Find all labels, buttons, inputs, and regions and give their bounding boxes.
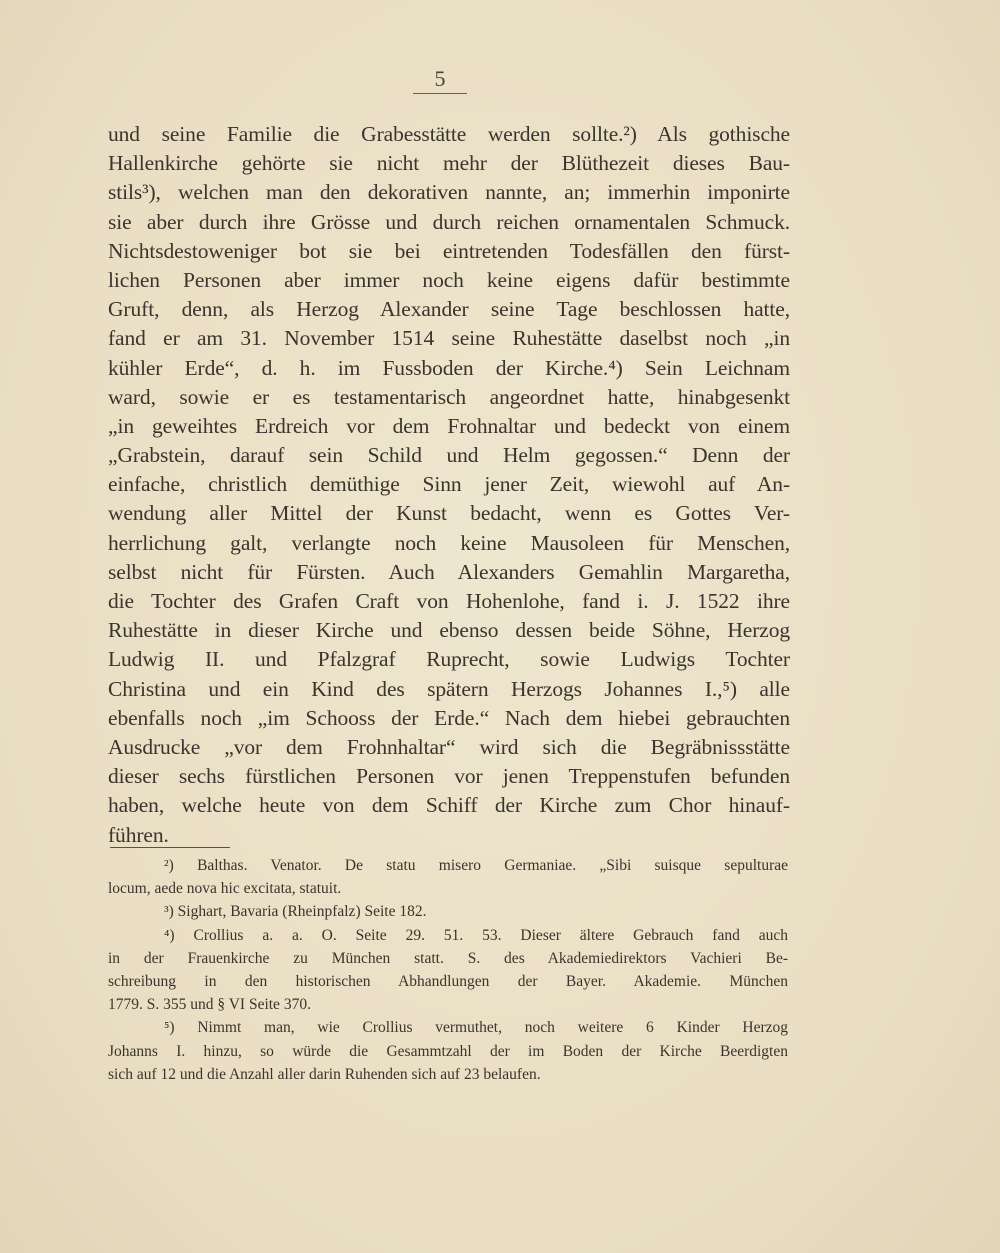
footnote-line: ⁵) Nimmt man, wie Crollius vermuthet, noch weitere 6 Kinder Herzog: [164, 1019, 788, 1037]
body-line: fand er am 31. November 1514 seine Ruhestätte daselbst noch „in: [108, 326, 790, 351]
body-line: selbst nicht für Fürsten. Auch Alexanders Gemahlin Margaretha,: [108, 559, 790, 584]
footnote-line: ³) Sighart, Bavaria (Rheinpfalz) Seite 182.: [164, 903, 427, 921]
body-line: „in geweihtes Erdreich vor dem Frohnaltar und bedeckt von einem: [108, 413, 790, 438]
footnote-line: 1779. S. 355 und § VI Seite 370.: [108, 996, 311, 1014]
body-line: lichen Personen aber immer noch keine eigens dafür bestimmte: [108, 267, 790, 292]
body-line: ward, sowie er es testamentarisch angeordnet hatte, hinabgesenkt: [108, 384, 790, 409]
footnotes: [108, 854, 788, 1086]
footnote-line: ²) Balthas. Venator. De statu misero Germaniae. „Sibi suisque sepulturae: [164, 857, 788, 874]
body-line: dieser sechs fürstlichen Personen vor jenen Treppenstufen befunden: [108, 764, 790, 789]
body-line: führen.: [108, 822, 169, 847]
footnote-line: locum, aede nova hic excitata, statuit.: [108, 880, 342, 898]
body-line: Hallenkirche gehörte sie nicht mehr der Blüthezeit dieses Bau-: [108, 151, 790, 176]
body-line: und seine Familie die Grabesstätte werden sollte.²) Als gothische: [108, 122, 790, 146]
body-line: haben, welche heute von dem Schiff der Kirche zum Chor hinauf-: [108, 793, 790, 818]
body-line: Gruft, denn, als Herzog Alexander seine Tage beschlossen hatte,: [108, 297, 790, 322]
body-line: sie aber durch ihre Grösse und durch reichen ornamentalen Schmuck.: [108, 209, 790, 234]
body-line: einfache, christlich demüthige Sinn jener Zeit, wiewohl auf An-: [108, 472, 790, 497]
body-line: kühler Erde“, d. h. im Fussboden der Kirche.⁴) Sein Leichnam: [108, 355, 790, 380]
body-line: Ludwig II. und Pfalzgraf Ruprecht, sowie Ludwigs Tochter: [108, 647, 790, 672]
body-line: Christina und ein Kind des spätern Herzogs Johannes I.,⁵) alle: [108, 676, 790, 701]
body-line: stils³), welchen man den dekorativen nannte, an; immerhin imponirte: [108, 180, 790, 205]
footnote-line: ⁴) Crollius a. a. O. Seite 29. 51. 53. Dieser ältere Gebrauch fand auch: [164, 926, 788, 944]
page-number-rule: [413, 93, 467, 94]
footnote-line: in der Frauenkirche zu München statt. S. des Akademiedirektors Vachieri Be-: [108, 949, 788, 967]
page-number: 5: [434, 66, 446, 91]
footnote-rule: [110, 847, 230, 848]
body-line: Ausdrucke „vor dem Frohnhaltar“ wird sich die Begräbnissstätte: [108, 734, 790, 759]
footnote-line: schreibung in den historischen Abhandlungen der Bayer. Akademie. München: [108, 972, 788, 990]
body-line: ebenfalls noch „im Schooss der Erde.“ Nach dem hiebei gebrauchten: [108, 705, 790, 730]
body-text: [108, 120, 790, 850]
body-line: „Grabstein, darauf sein Schild und Helm gegossen.“ Denn der: [108, 443, 790, 468]
body-line: herrlichung galt, verlangte noch keine Mausoleen für Menschen,: [108, 530, 790, 555]
footnote-line: sich auf 12 und die Anzahl aller darin Ruhenden sich auf 23 belaufen.: [108, 1065, 541, 1083]
footnote-line: Johanns I. hinzu, so würde die Gesammtzahl der im Boden der Kirche Beerdigten: [108, 1042, 788, 1060]
body-line: die Tochter des Grafen Craft von Hohenlohe, fand i. J. 1522 ihre: [108, 589, 790, 613]
body-line: wendung aller Mittel der Kunst bedacht, wenn es Gottes Ver-: [108, 501, 790, 526]
body-line: Ruhestätte in dieser Kirche und ebenso dessen beide Söhne, Herzog: [108, 618, 790, 643]
body-line: Nichtsdestoweniger bot sie bei eintretenden Todesfällen den fürst-: [108, 238, 790, 263]
